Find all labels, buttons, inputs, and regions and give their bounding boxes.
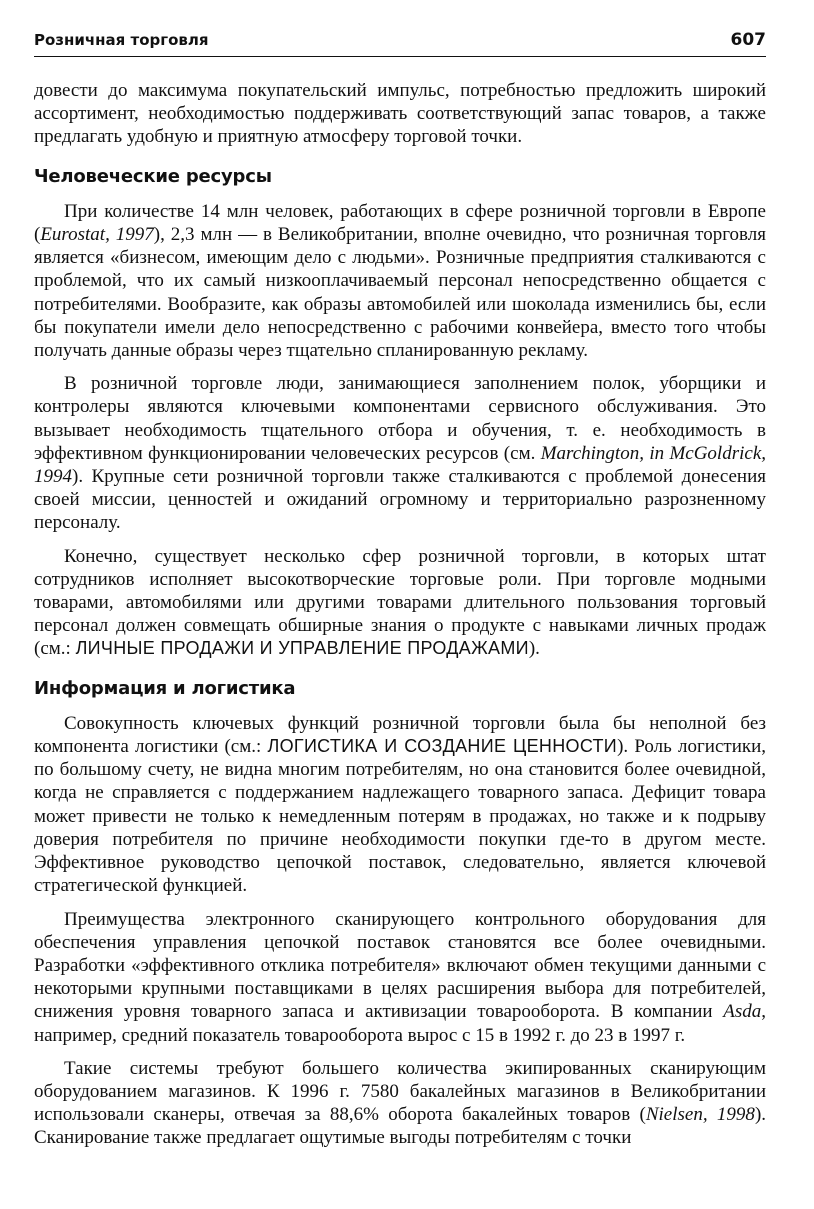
citation: Marchington, in McGoldrick, 1994	[34, 442, 766, 488]
paragraph: Конечно, существует несколько сфер розничной торговли, в которых штат сотрудников исполняет высокотворческие торговые роли. При торговле модными товарами, автомобилями или другими товарами длительного пользования торговый персонал должен совмещать обширные знания о продукте с навыками личных продаж (см.: ЛИЧНЫЕ ПРОДАЖИ И УПРАВЛЕНИЕ ПРОДАЖАМИ).	[34, 545, 766, 660]
section-heading-information-logistics: Информация и логистика	[34, 677, 296, 699]
paragraph: Такие системы требуют большего количества экипированных сканирующим оборудованием магазинов. К 1996 г. 7580 бакалейных магазинов в Великобритании использовали сканеры, отвечая за 88,6% оборота бакалейных товаров (Nielsen, 1998). Сканирование также предлагает ощутимые выгоды потребителям с точки	[34, 1057, 767, 1149]
citation: Eurostat, 1997	[40, 224, 154, 246]
paragraph: Совокупность ключевых функций розничной торговли была бы неполной без компонента логистики (см.: ЛОГИСТИКА И СОЗДАНИЕ ЦЕННОСТИ). Роль логистики, по большому счету, не видна многим потребителям, но она становится более очевидной, когда не справляется с поддержанием надлежащего товарного запаса. Дефицит товара может привести не только к немедленным потерям в продажах, но также и к подрыву доверия потребителя по причине необходимости покупки где-то в другом месте. Эффективное руководство цепочкой поставок, следовательно, является ключевой стратегической функцией.	[34, 712, 767, 897]
paragraph: Преимущества электронного сканирующего контрольного оборудования для обеспечения управления цепочкой поставок становятся все более очевидными. Разработки «эффективного отклика потребителя» включают обмен текущими данными с некоторыми крупными поставщиками в целях расширения выбора для потребителей, снижения уровня товарного запаса и активизации товарооборота. В компании Asda, например, средний показатель товарооборота вырос с 15 в 1992 г. до 23 в 1997 г.	[34, 908, 766, 1046]
citation: Asda	[723, 1001, 762, 1023]
citation: Nielsen, 1998	[645, 1104, 755, 1126]
book-page	[34, 30, 766, 1160]
cross-reference: ЛОГИСТИКА И СОЗДАНИЕ ЦЕННОСТИ	[267, 736, 618, 757]
running-header	[34, 30, 766, 57]
running-title: Розничная торговля	[34, 31, 209, 49]
page-number: 607	[730, 30, 766, 50]
paragraph: В розничной торговле люди, занимающиеся заполнением полок, уборщики и контролеры являются ключевыми компонентами сервисного обслуживания. Это вызывает необходимость тщательного отбора и обучения, т. е. необходимость в эффективном функционировании человеческих ресурсов (см. Marchington, in McGoldrick, 1994). Крупные сети розничной торговли также сталкиваются с проблемой донесения своей миссии, ценностей и ожиданий огромному и территориально разрозненному персоналу.	[34, 373, 766, 534]
cross-reference: ЛИЧНЫЕ ПРОДАЖИ И УПРАВЛЕНИЕ ПРОДАЖАМИ	[75, 638, 529, 659]
body-text	[34, 79, 766, 1150]
section-heading-human-resources: Человеческие ресурсы	[34, 165, 272, 187]
paragraph-continued: довести до максимума покупательский импульс, потребностью предложить широкий ассортимент, необходимостью поддерживать соответствующий запас товаров, а также предлагать удобную и приятную атмосферу торговой точки.	[34, 80, 766, 148]
paragraph: При количестве 14 млн человек, работающих в сфере розничной торговли в Европе (Eurostat, 1997), 2,3 млн — в Великобритании, вполне очевидно, что розничная торговля является «бизнесом, имеющим дело с людьми». Розничные предприятия сталкиваются с проблемой, что их самый низкооплачиваемый персонал непосредственно общается с потребителями. Вообразите, как образы автомобилей или шоколада изменились бы, если бы покупатели имели дело непосредственно с рабочими конвейера, вместо того чтобы получать данные образы через тщательно спланированную рекламу.	[34, 200, 766, 362]
